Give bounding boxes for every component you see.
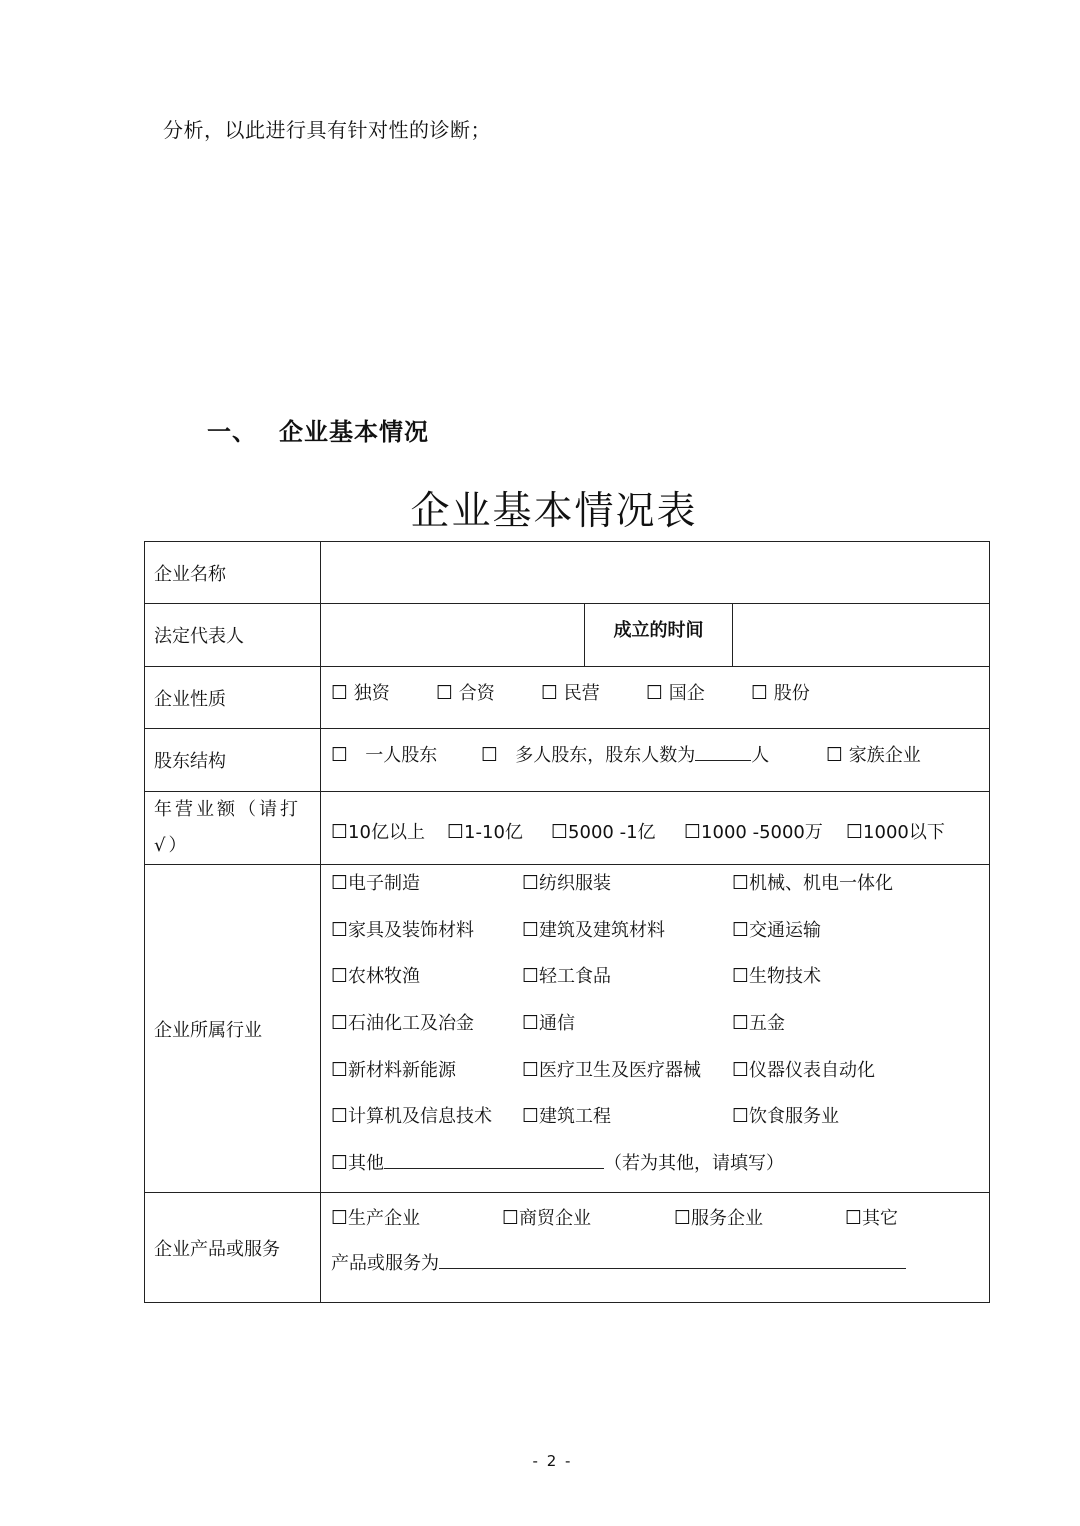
row-industry: [145, 865, 990, 1193]
section-number: 一、: [207, 418, 257, 446]
industry-label: 企业所属行业: [145, 865, 321, 1193]
shareholder-option-multi[interactable]: ☐ 多人股东，股东人数为 人: [481, 744, 770, 766]
checkbox-icon[interactable]: ☐: [522, 1012, 540, 1035]
shareholders-label: 股东结构: [145, 729, 321, 792]
shareholder-option-single[interactable]: ☐ 一人股东: [331, 744, 438, 766]
nature-option[interactable]: ☐ 股份: [751, 682, 810, 704]
checkbox-icon[interactable]: ☐: [732, 965, 750, 988]
product-option[interactable]: ☐其它: [845, 1207, 899, 1229]
industry-option[interactable]: ☐计算机及信息技术: [331, 1105, 493, 1128]
product-desc-label: 产品或服务为: [331, 1253, 439, 1274]
checkbox-icon[interactable]: ☐: [732, 872, 750, 894]
industry-option[interactable]: ☐石油化工及冶金: [331, 1012, 475, 1035]
founded-field[interactable]: [733, 604, 990, 667]
checkbox-icon[interactable]: ☐: [732, 1058, 750, 1081]
nature-option[interactable]: ☐ 合资: [436, 682, 495, 704]
checkbox-icon[interactable]: ☐: [522, 1105, 540, 1128]
founded-label: 成立的时间: [585, 604, 733, 667]
legal-rep-field[interactable]: [321, 604, 585, 667]
industry-option[interactable]: ☐新材料新能源: [331, 1058, 457, 1081]
checkbox-icon[interactable]: ☐: [846, 821, 864, 843]
checkbox-icon[interactable]: ☐: [331, 744, 349, 766]
checkbox-icon[interactable]: ☐: [436, 682, 454, 704]
shareholders-options: [321, 729, 990, 792]
legal-rep-label: 法定代表人: [145, 604, 321, 667]
industry-option[interactable]: ☐交通运输: [732, 918, 822, 941]
checkbox-icon[interactable]: ☐: [331, 965, 349, 988]
nature-options: [321, 667, 990, 729]
nature-option[interactable]: ☐ 独资: [331, 682, 390, 704]
checkbox-icon[interactable]: ☐: [331, 1105, 349, 1128]
revenue-option[interactable]: ☐1000 -5000万: [684, 821, 823, 843]
product-option[interactable]: ☐生产企业: [331, 1207, 421, 1229]
checkbox-icon[interactable]: ☐: [481, 744, 499, 766]
checkbox-icon[interactable]: ☐: [331, 918, 349, 941]
industry-other-blank[interactable]: [384, 1150, 604, 1169]
row-company-name: [145, 542, 990, 604]
industry-other-line: [321, 1147, 989, 1187]
checkbox-icon[interactable]: ☐: [331, 1207, 349, 1229]
industry-other-note: （若为其他，请填写）: [604, 1153, 785, 1175]
row-shareholders: [145, 729, 990, 792]
nature-option[interactable]: ☐ 国企: [646, 682, 705, 704]
checkbox-icon[interactable]: ☐: [522, 872, 540, 894]
page-number: - 2 -: [532, 1452, 573, 1470]
checkbox-icon[interactable]: ☐: [551, 821, 569, 843]
company-name-label: 企业名称: [145, 542, 321, 604]
industry-option[interactable]: ☐家具及装饰材料: [331, 918, 475, 941]
company-name-field[interactable]: [321, 542, 990, 604]
checkbox-icon[interactable]: ☐: [502, 1207, 520, 1229]
checkbox-icon[interactable]: ☐: [331, 872, 349, 894]
industry-option[interactable]: ☐通信: [522, 1012, 576, 1035]
checkbox-icon[interactable]: ☐: [826, 744, 844, 766]
shareholder-count-blank[interactable]: [695, 742, 751, 761]
checkbox-icon[interactable]: ☐: [732, 1012, 750, 1035]
shareholder-option-family[interactable]: ☐ 家族企业: [826, 744, 921, 766]
section-heading: [207, 412, 429, 447]
industry-option[interactable]: ☐纺织服装: [522, 872, 612, 894]
product-desc-line: [331, 1249, 989, 1279]
checkbox-icon[interactable]: ☐: [331, 1012, 349, 1035]
industry-option[interactable]: ☐农林牧渔: [331, 965, 421, 988]
checkbox-icon[interactable]: ☐: [646, 682, 664, 704]
checkbox-icon[interactable]: ☐: [331, 1152, 349, 1175]
nature-label: 企业性质: [145, 667, 321, 729]
revenue-options: [321, 792, 990, 865]
nature-option[interactable]: ☐ 民营: [541, 682, 600, 704]
checkbox-icon[interactable]: ☐: [522, 965, 540, 988]
product-type-line: [331, 1203, 989, 1249]
industry-option[interactable]: ☐电子制造: [331, 872, 421, 894]
checkbox-icon[interactable]: ☐: [732, 918, 750, 941]
product-options: [321, 1193, 990, 1303]
checkbox-icon[interactable]: ☐: [522, 918, 540, 941]
industry-option[interactable]: ☐饮食服务业: [732, 1105, 840, 1128]
product-option[interactable]: ☐服务企业: [674, 1207, 764, 1229]
revenue-option[interactable]: ☐1-10亿: [447, 821, 523, 843]
revenue-label: 年营业额（请打√）: [145, 792, 321, 865]
checkbox-icon[interactable]: ☐: [845, 1207, 863, 1229]
revenue-option[interactable]: ☐10亿以上: [331, 821, 425, 843]
basic-info-table: [144, 541, 990, 1303]
checkbox-icon[interactable]: ☐: [331, 682, 349, 704]
revenue-option[interactable]: ☐5000 -1亿: [551, 821, 656, 843]
industry-option[interactable]: ☐医疗卫生及医疗器械: [522, 1058, 702, 1081]
industry-grid: [321, 867, 989, 1147]
intro-text: 分析，以此进行具有针对性的诊断；: [163, 118, 491, 142]
checkbox-icon[interactable]: ☐: [751, 682, 769, 704]
checkbox-icon[interactable]: ☐: [674, 1207, 692, 1229]
product-label: 企业产品或服务: [145, 1193, 321, 1303]
industry-option[interactable]: ☐建筑工程: [522, 1105, 612, 1128]
checkbox-icon[interactable]: ☐: [732, 1105, 750, 1128]
industry-option-other[interactable]: ☐其他: [331, 1152, 385, 1175]
industry-option[interactable]: ☐五金: [732, 1012, 786, 1035]
checkbox-icon[interactable]: ☐: [541, 682, 559, 704]
row-revenue: [145, 792, 990, 865]
industry-option[interactable]: ☐机械、机电一体化: [732, 872, 894, 894]
section-title: 企业基本情况: [279, 418, 429, 446]
industry-option[interactable]: ☐仪器仪表自动化: [732, 1058, 876, 1081]
industry-option[interactable]: ☐生物技术: [732, 965, 822, 988]
checkbox-icon[interactable]: ☐: [684, 821, 702, 843]
row-legal-rep: [145, 604, 990, 667]
industry-option[interactable]: ☐轻工食品: [522, 965, 612, 988]
industry-options: [321, 865, 990, 1193]
checkbox-icon[interactable]: ☐: [447, 821, 465, 843]
document-title: 企业基本情况表: [410, 489, 698, 534]
industry-option[interactable]: ☐建筑及建筑材料: [522, 918, 666, 941]
checkbox-icon[interactable]: ☐: [331, 821, 349, 843]
row-product: [145, 1193, 990, 1303]
checkbox-icon[interactable]: ☐: [522, 1058, 540, 1081]
revenue-option[interactable]: ☐1000以下: [846, 821, 945, 843]
product-desc-blank[interactable]: [439, 1250, 906, 1269]
product-option[interactable]: ☐商贸企业: [502, 1207, 592, 1229]
row-nature: [145, 667, 990, 729]
checkbox-icon[interactable]: ☐: [331, 1058, 349, 1081]
